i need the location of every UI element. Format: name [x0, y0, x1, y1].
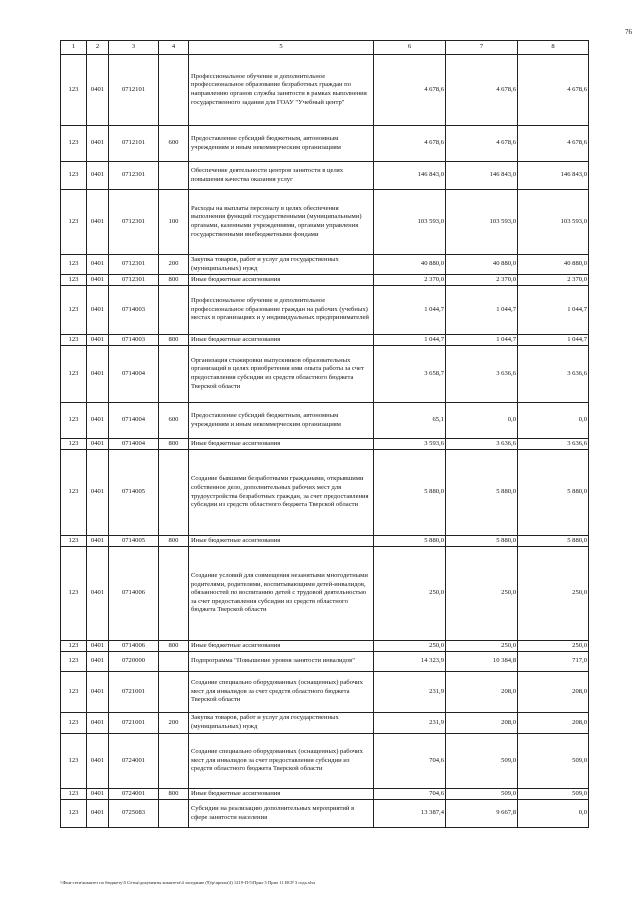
value-year-1: 103 593,0	[374, 190, 446, 255]
value-year-3: 509,0	[518, 734, 589, 789]
value-year-2: 2 370,0	[446, 275, 518, 286]
expense-type	[159, 734, 189, 789]
value-year-3: 4 678,6	[518, 55, 589, 126]
value-year-3: 208,0	[518, 672, 589, 713]
item-name: Подпрограмма "Повышение уровня занятости инвалидов"	[189, 652, 374, 672]
item-name: Иные бюджетные ассигнования	[189, 275, 374, 286]
table-row	[61, 286, 589, 335]
page-number: 76	[625, 28, 632, 36]
ministry-code: 123	[61, 672, 87, 713]
table-row	[61, 789, 589, 800]
item-name: Иные бюджетные ассигнования	[189, 335, 374, 346]
ministry-code: 123	[61, 800, 87, 828]
value-year-2: 1 044,7	[446, 286, 518, 335]
table-row	[61, 346, 589, 403]
ministry-code: 123	[61, 652, 87, 672]
section-code: 0401	[87, 789, 109, 800]
value-year-2: 509,0	[446, 789, 518, 800]
value-year-1: 2 370,0	[374, 275, 446, 286]
target-code: 0714004	[109, 403, 159, 439]
section-code: 0401	[87, 255, 109, 275]
value-year-1: 231,9	[374, 713, 446, 734]
section-code: 0401	[87, 672, 109, 713]
section-code: 0401	[87, 190, 109, 255]
table-row	[61, 335, 589, 346]
expense-type	[159, 346, 189, 403]
target-code: 0712301	[109, 190, 159, 255]
value-year-3: 4 678,6	[518, 126, 589, 162]
item-name: Создание специально оборудованных (оснащенных) рабочих мест для инвалидов за счет предоставления субсидии из средств областного бюджета Тверской области	[189, 734, 374, 789]
target-code: 0712101	[109, 55, 159, 126]
value-year-3: 250,0	[518, 641, 589, 652]
value-year-3: 3 636,6	[518, 439, 589, 450]
expense-type	[159, 55, 189, 126]
value-year-2: 250,0	[446, 641, 518, 652]
value-year-2: 509,0	[446, 734, 518, 789]
expense-type: 800	[159, 439, 189, 450]
value-year-2: 103 593,0	[446, 190, 518, 255]
item-name: Закупка товаров, работ и услуг для государственных (муниципальных) нужд	[189, 713, 374, 734]
section-code: 0401	[87, 800, 109, 828]
table-row	[61, 439, 589, 450]
item-name: Создание условий для совмещения незанятыми многодетными родителями, родителями, воспитывающими детей-инвалидов, обязанностей по воспитанию детей с трудовой деятельностью за счет предоставления субсидии из средств областного бюджета Тверской области	[189, 547, 374, 641]
value-year-2: 3 636,6	[446, 439, 518, 450]
value-year-1: 13 387,4	[374, 800, 446, 828]
ministry-code: 123	[61, 789, 87, 800]
section-code: 0401	[87, 346, 109, 403]
table-row	[61, 275, 589, 286]
table-row	[61, 713, 589, 734]
section-code: 0401	[87, 439, 109, 450]
header-cell: 4	[159, 41, 189, 55]
value-year-1: 146 843,0	[374, 162, 446, 190]
value-year-2: 5 880,0	[446, 536, 518, 547]
ministry-code: 123	[61, 641, 87, 652]
value-year-3: 208,0	[518, 713, 589, 734]
table-row	[61, 190, 589, 255]
value-year-2: 250,0	[446, 547, 518, 641]
target-code: 0724001	[109, 789, 159, 800]
value-year-1: 1 044,7	[374, 335, 446, 346]
table-row	[61, 652, 589, 672]
value-year-2: 4 678,6	[446, 55, 518, 126]
footer-path: \\Фин-сети\комитет по бюджету\5 Сетья\документы комитета\4 заседание (9)\р\прило(4) 1219-П-5\Прил 5 Прил 11 ВСР 3 года.xlsx	[60, 880, 316, 885]
table-row	[61, 255, 589, 275]
value-year-2: 3 636,6	[446, 346, 518, 403]
target-code: 0714003	[109, 335, 159, 346]
table-row	[61, 672, 589, 713]
value-year-3: 1 044,7	[518, 286, 589, 335]
header-cell: 2	[87, 41, 109, 55]
value-year-1: 231,9	[374, 672, 446, 713]
value-year-2: 1 044,7	[446, 335, 518, 346]
ministry-code: 123	[61, 275, 87, 286]
value-year-3: 509,0	[518, 789, 589, 800]
target-code: 0712101	[109, 126, 159, 162]
item-name: Создание бывшими безработными гражданами, открывшими собственное дело, дополнительных рабочих мест для трудоустройства безработных граждан, за счет предоставления субсидии из средств областного бюджета Тверской области	[189, 450, 374, 536]
value-year-1: 40 880,0	[374, 255, 446, 275]
table-row	[61, 547, 589, 641]
value-year-1: 704,6	[374, 789, 446, 800]
table-row	[61, 126, 589, 162]
item-name: Иные бюджетные ассигнования	[189, 789, 374, 800]
item-name: Расходы на выплаты персоналу в целях обеспечения выполнения функций государственными (муниципальными) органами, казенными учреждениями, органами управления государственными внебюджетными фондами	[189, 190, 374, 255]
expense-type	[159, 162, 189, 190]
value-year-1: 5 880,0	[374, 536, 446, 547]
value-year-3: 250,0	[518, 547, 589, 641]
value-year-1: 704,6	[374, 734, 446, 789]
expense-type: 800	[159, 641, 189, 652]
ministry-code: 123	[61, 547, 87, 641]
target-code: 0712301	[109, 255, 159, 275]
target-code: 0721001	[109, 672, 159, 713]
header-cell: 1	[61, 41, 87, 55]
value-year-3: 0,0	[518, 800, 589, 828]
section-code: 0401	[87, 450, 109, 536]
value-year-1: 250,0	[374, 641, 446, 652]
table-row	[61, 536, 589, 547]
value-year-2: 10 384,8	[446, 652, 518, 672]
ministry-code: 123	[61, 439, 87, 450]
value-year-2: 5 880,0	[446, 450, 518, 536]
table-row	[61, 55, 589, 126]
value-year-3: 146 843,0	[518, 162, 589, 190]
target-code: 0714005	[109, 536, 159, 547]
target-code: 0725083	[109, 800, 159, 828]
header-cell: 6	[374, 41, 446, 55]
expense-type: 800	[159, 275, 189, 286]
section-code: 0401	[87, 275, 109, 286]
budget-table	[60, 40, 589, 828]
value-year-1: 3 593,6	[374, 439, 446, 450]
value-year-3: 2 370,0	[518, 275, 589, 286]
ministry-code: 123	[61, 190, 87, 255]
section-code: 0401	[87, 547, 109, 641]
expense-type	[159, 800, 189, 828]
value-year-1: 3 658,7	[374, 346, 446, 403]
value-year-3: 717,0	[518, 652, 589, 672]
target-code: 0714006	[109, 641, 159, 652]
ministry-code: 123	[61, 55, 87, 126]
header-cell: 5	[189, 41, 374, 55]
expense-type	[159, 286, 189, 335]
item-name: Профессиональное обучение и дополнительное профессиональное образование граждан на рабочих (учебных) местах в организациях и у индивидуальных предпринимателей	[189, 286, 374, 335]
expense-type: 200	[159, 713, 189, 734]
target-code: 0714004	[109, 439, 159, 450]
value-year-3: 103 593,0	[518, 190, 589, 255]
value-year-1: 65,1	[374, 403, 446, 439]
table-header	[61, 41, 589, 55]
target-code: 0714006	[109, 547, 159, 641]
value-year-2: 146 843,0	[446, 162, 518, 190]
expense-type	[159, 547, 189, 641]
target-code: 0714005	[109, 450, 159, 536]
expense-type: 600	[159, 403, 189, 439]
item-name: Организация стажировки выпускников образовательных организаций в целях приобретения ими опыта работы за счет предоставления субсидии из средств областного бюджета Тверской области	[189, 346, 374, 403]
expense-type	[159, 672, 189, 713]
ministry-code: 123	[61, 286, 87, 335]
value-year-3: 0,0	[518, 403, 589, 439]
expense-type: 800	[159, 335, 189, 346]
section-code: 0401	[87, 126, 109, 162]
item-name: Субсидии на реализацию дополнительных мероприятий в сфере занятости населения	[189, 800, 374, 828]
item-name: Иные бюджетные ассигнования	[189, 439, 374, 450]
item-name: Предоставление субсидий бюджетным, автономным учреждениям и иным некоммерческим организациям	[189, 126, 374, 162]
table-row	[61, 734, 589, 789]
value-year-1: 5 880,0	[374, 450, 446, 536]
value-year-2: 4 678,6	[446, 126, 518, 162]
ministry-code: 123	[61, 255, 87, 275]
table-body	[61, 55, 589, 828]
expense-type	[159, 450, 189, 536]
value-year-2: 0,0	[446, 403, 518, 439]
item-name: Создание специально оборудованных (оснащенных) рабочих мест для инвалидов за счет средств областного бюджета Тверской области	[189, 672, 374, 713]
ministry-code: 123	[61, 734, 87, 789]
table-row	[61, 450, 589, 536]
expense-type: 600	[159, 126, 189, 162]
target-code: 0712301	[109, 162, 159, 190]
value-year-3: 5 880,0	[518, 536, 589, 547]
item-name: Закупка товаров, работ и услуг для государственных (муниципальных) нужд	[189, 255, 374, 275]
value-year-2: 208,0	[446, 672, 518, 713]
section-code: 0401	[87, 734, 109, 789]
section-code: 0401	[87, 536, 109, 547]
value-year-1: 4 678,6	[374, 126, 446, 162]
target-code: 0721001	[109, 713, 159, 734]
value-year-1: 250,0	[374, 547, 446, 641]
expense-type: 800	[159, 536, 189, 547]
header-cell: 8	[518, 41, 589, 55]
item-name: Обеспечение деятельности центров занятости в целях повышения качества оказания услуг	[189, 162, 374, 190]
ministry-code: 123	[61, 335, 87, 346]
value-year-3: 5 880,0	[518, 450, 589, 536]
value-year-1: 14 323,9	[374, 652, 446, 672]
ministry-code: 123	[61, 162, 87, 190]
header-cell: 3	[109, 41, 159, 55]
value-year-2: 40 880,0	[446, 255, 518, 275]
value-year-1: 4 678,6	[374, 55, 446, 126]
value-year-2: 208,0	[446, 713, 518, 734]
target-code: 0714003	[109, 286, 159, 335]
target-code: 0720000	[109, 652, 159, 672]
item-name: Профессиональное обучение и дополнительное профессиональное образование безработных граждан по направлению органов службы занятости в рамках выполнения государственного задания для ГОАУ "Учебный центр"	[189, 55, 374, 126]
table-row	[61, 403, 589, 439]
target-code: 0714004	[109, 346, 159, 403]
item-name: Иные бюджетные ассигнования	[189, 641, 374, 652]
section-code: 0401	[87, 641, 109, 652]
target-code: 0712301	[109, 275, 159, 286]
section-code: 0401	[87, 286, 109, 335]
target-code: 0724001	[109, 734, 159, 789]
section-code: 0401	[87, 403, 109, 439]
ministry-code: 123	[61, 346, 87, 403]
expense-type	[159, 652, 189, 672]
table-row	[61, 800, 589, 828]
section-code: 0401	[87, 652, 109, 672]
header-cell: 7	[446, 41, 518, 55]
section-code: 0401	[87, 55, 109, 126]
value-year-3: 1 044,7	[518, 335, 589, 346]
ministry-code: 123	[61, 126, 87, 162]
value-year-3: 40 880,0	[518, 255, 589, 275]
item-name: Предоставление субсидий бюджетным, автономным учреждениям и иным некоммерческим организациям	[189, 403, 374, 439]
value-year-3: 3 636,6	[518, 346, 589, 403]
item-name: Иные бюджетные ассигнования	[189, 536, 374, 547]
ministry-code: 123	[61, 536, 87, 547]
ministry-code: 123	[61, 450, 87, 536]
value-year-1: 1 044,7	[374, 286, 446, 335]
section-code: 0401	[87, 162, 109, 190]
header-row	[61, 41, 589, 55]
value-year-2: 9 667,8	[446, 800, 518, 828]
table-row	[61, 641, 589, 652]
expense-type: 800	[159, 789, 189, 800]
expense-type: 100	[159, 190, 189, 255]
expense-type: 200	[159, 255, 189, 275]
section-code: 0401	[87, 335, 109, 346]
section-code: 0401	[87, 713, 109, 734]
ministry-code: 123	[61, 713, 87, 734]
table-row	[61, 162, 589, 190]
ministry-code: 123	[61, 403, 87, 439]
